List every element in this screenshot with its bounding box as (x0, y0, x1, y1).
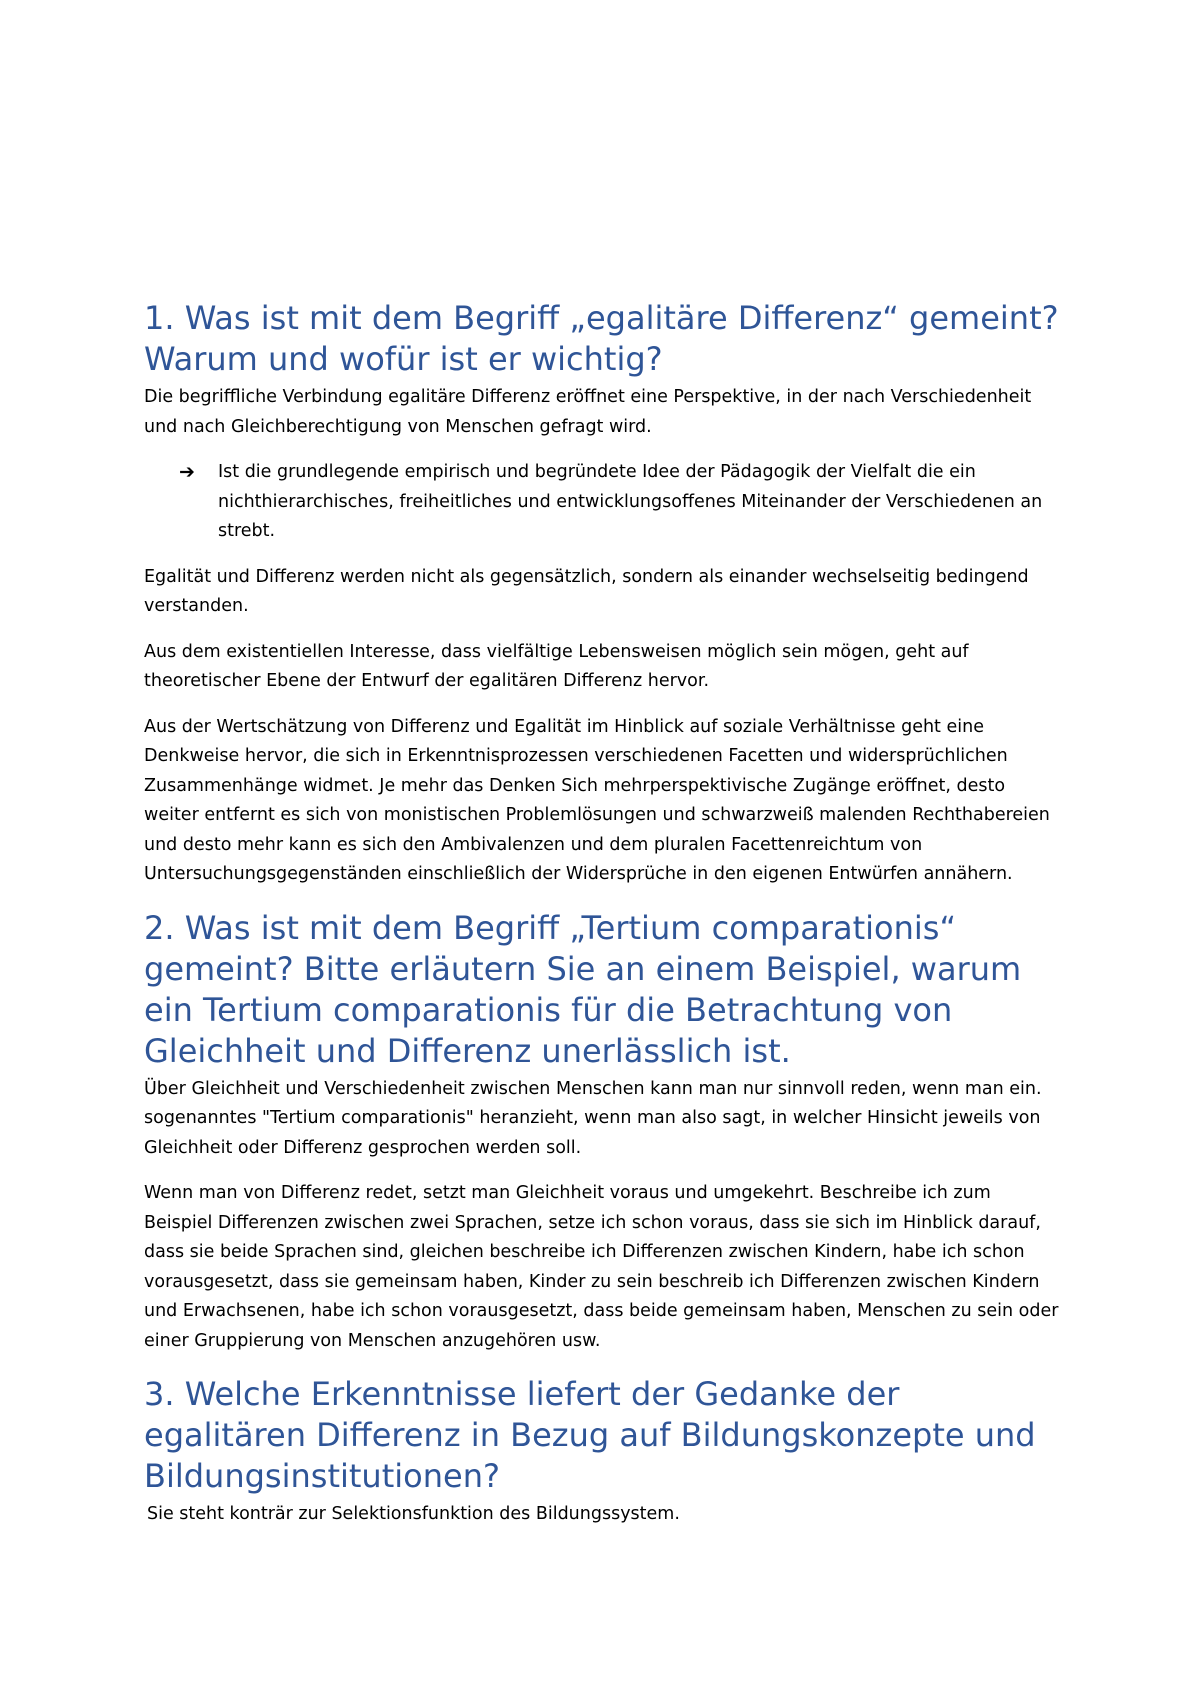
right-arrow-icon: ➔ (179, 461, 195, 483)
section-3-heading: 3. Welche Erkenntnisse liefert der Gedanke der egalitären Differenz in Bezug auf Bildungskonzepte und Bildungsinstitutionen? (144, 1375, 1036, 1495)
section-1-paragraph-3: Aus der Wertschätzung von Differenz und Egalität im Hinblick auf soziale Verhältnisse geht eine Denkweise hervor, die sich in Erkenntnisprozessen verschiedenen Facetten und widersprüchlichen Zusammenhänge widmet. Je mehr das Denken Sich mehrperspektivische Zugänge eröffnet, desto weiter entfernt es sich von monistischen Problemlösungen und schwarzweiß malenden Rechthabereien und desto mehr kann es sich den Ambivalenzen und dem pluralen Facettenreichtum von Untersuchungsgegenständen einschließlich der Widersprüche in den eigenen Entwürfen annähern. (144, 716, 1050, 884)
section-1-bullet (179, 458, 1064, 547)
section-3-paragraph-1: Sie steht konträr zur Selektionsfunktion des Bildungssystem. (147, 1504, 680, 1524)
section-1-intro: Die begriffliche Verbindung egalitäre Differenz eröffnet eine Perspektive, in der nach Verschiedenheit und nach Gleichberechtigung von Menschen gefragt wird. (144, 387, 1032, 437)
section-2-heading: 2. Was ist mit dem Begriff „Tertium comparationis“ gemeint? Bitte erläutern Sie an einem Beispiel, warum ein Tertium comparationis für die Betrachtung von Gleichheit und Differenz unerlässlich ist. (144, 908, 1022, 1070)
section-2-paragraph-2: Wenn man von Differenz redet, setzt man Gleichheit voraus und umgekehrt. Beschreibe ich zum Beispiel Differenzen zwischen zwei Sprachen, setze ich schon voraus, dass sie sich im Hinblick darauf, dass sie beide Sprachen sind, gleichen beschreibe ich Differenzen zwischen Kindern, habe ich schon vorausgesetzt, dass sie gemeinsam haben, Kinder zu sein beschreib ich Differenzen zwischen Kindern und Erwachsenen, habe ich schon vorausgesetzt, dass beide gemeinsam haben, Menschen zu sein oder einer Gruppierung von Menschen anzugehören usw. (144, 1183, 1059, 1351)
document-body (144, 298, 1064, 1530)
section-1-paragraph-1: Egalität und Differenz werden nicht als gegensätzlich, sondern als einander wechselseitig bedingend verstanden. (144, 566, 1029, 616)
section-1-paragraph-2: Aus dem existentiellen Interesse, dass vielfältige Lebensweisen möglich sein mögen, geht auf theoretischer Ebene der Entwurf der egalitären Differenz hervor. (144, 641, 969, 691)
section-2-paragraph-1: Über Gleichheit und Verschiedenheit zwischen Menschen kann man nur sinnvoll reden, wenn man ein. sogenanntes "Tertium comparationis" heranzieht, wenn man also sagt, in welcher Hinsicht jeweils von Gleichheit oder Differenz gesprochen werden soll. (144, 1078, 1042, 1158)
section-1-heading: 1. Was ist mit dem Begriff „egalitäre Differenz“ gemeint? Warum und wofür ist er wichtig? (144, 299, 1059, 378)
section-1-bullet-text: Ist die grundlegende empirisch und begründete Idee der Pädagogik der Vielfalt die ein nichthierarchisches, freiheitliches und entwicklungsoffenes Miteinander der Verschiedenen an strebt. (218, 462, 1043, 541)
